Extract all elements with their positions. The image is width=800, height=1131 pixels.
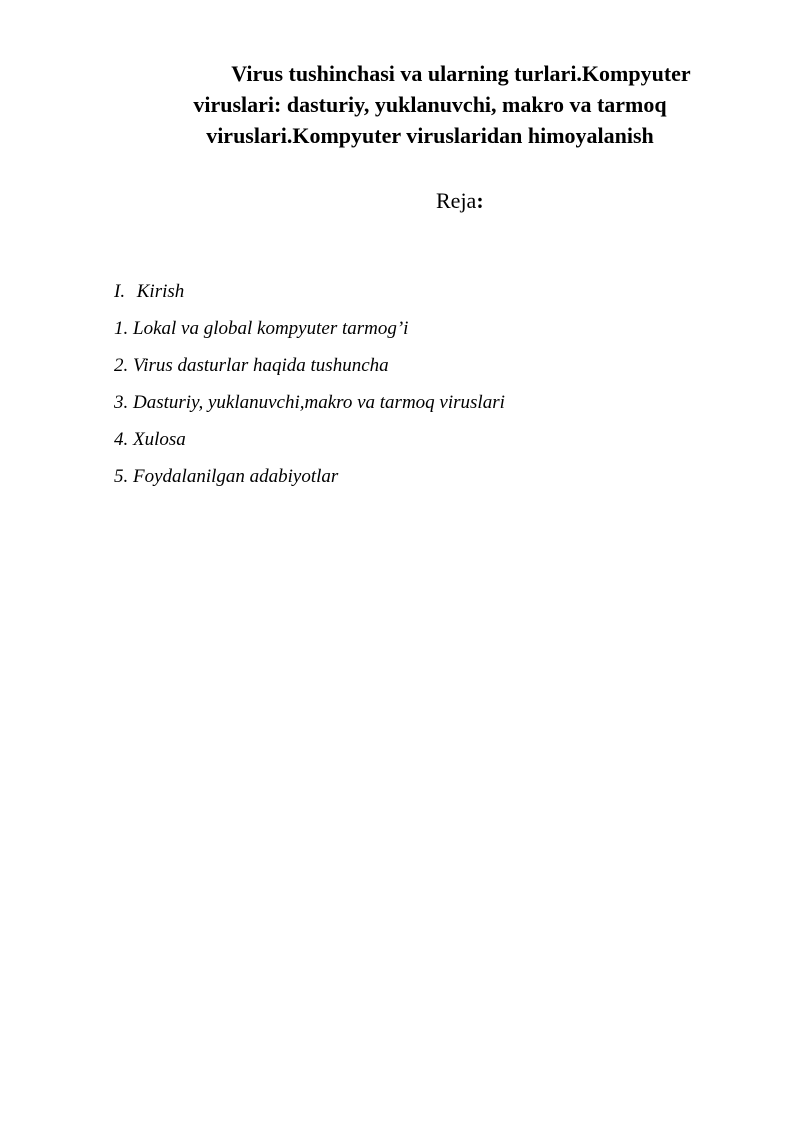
plan-item-text: Virus dasturlar haqida tushuncha (133, 355, 389, 376)
plan-item-number: 3. (114, 392, 129, 413)
plan-item-text: Lokal va global kompyuter tarmog’i (133, 318, 409, 339)
plan-item-number: 4. (114, 429, 129, 450)
plan-item-references (114, 463, 714, 500)
plan-item-networks (114, 315, 714, 352)
plan-item-number: 1. (114, 318, 129, 339)
plan-item-text: Kirish (136, 281, 185, 302)
plan-item-number: 5. (114, 466, 129, 487)
plan-item-number: I. (114, 281, 126, 302)
plan-item-introduction (114, 278, 714, 315)
plan-item-virus-types (114, 389, 714, 426)
plan-item-text: Foydalanilgan adabiyotlar (133, 466, 339, 487)
plan-item-text: Xulosa (133, 429, 186, 450)
title-line: Virus tushinchasi va ularning turlari.Kompyuter (231, 61, 691, 86)
plan-item-number: 2. (114, 355, 129, 376)
plan-heading (436, 186, 484, 216)
plan-item-conclusion (114, 426, 714, 463)
plan-heading-word: Reja (436, 188, 477, 213)
plan-item-virus-concept (114, 352, 714, 389)
plan-heading-colon: : (476, 188, 484, 213)
plan-item-text: Dasturiy, yuklanuvchi,makro va tarmoq viruslari (133, 392, 505, 413)
title-line: viruslari.Kompyuter viruslaridan himoyalanish (206, 123, 654, 148)
title-line: viruslari: dasturiy, yuklanuvchi, makro va tarmoq (193, 92, 667, 117)
document-title (120, 58, 740, 151)
plan-list (114, 278, 714, 500)
